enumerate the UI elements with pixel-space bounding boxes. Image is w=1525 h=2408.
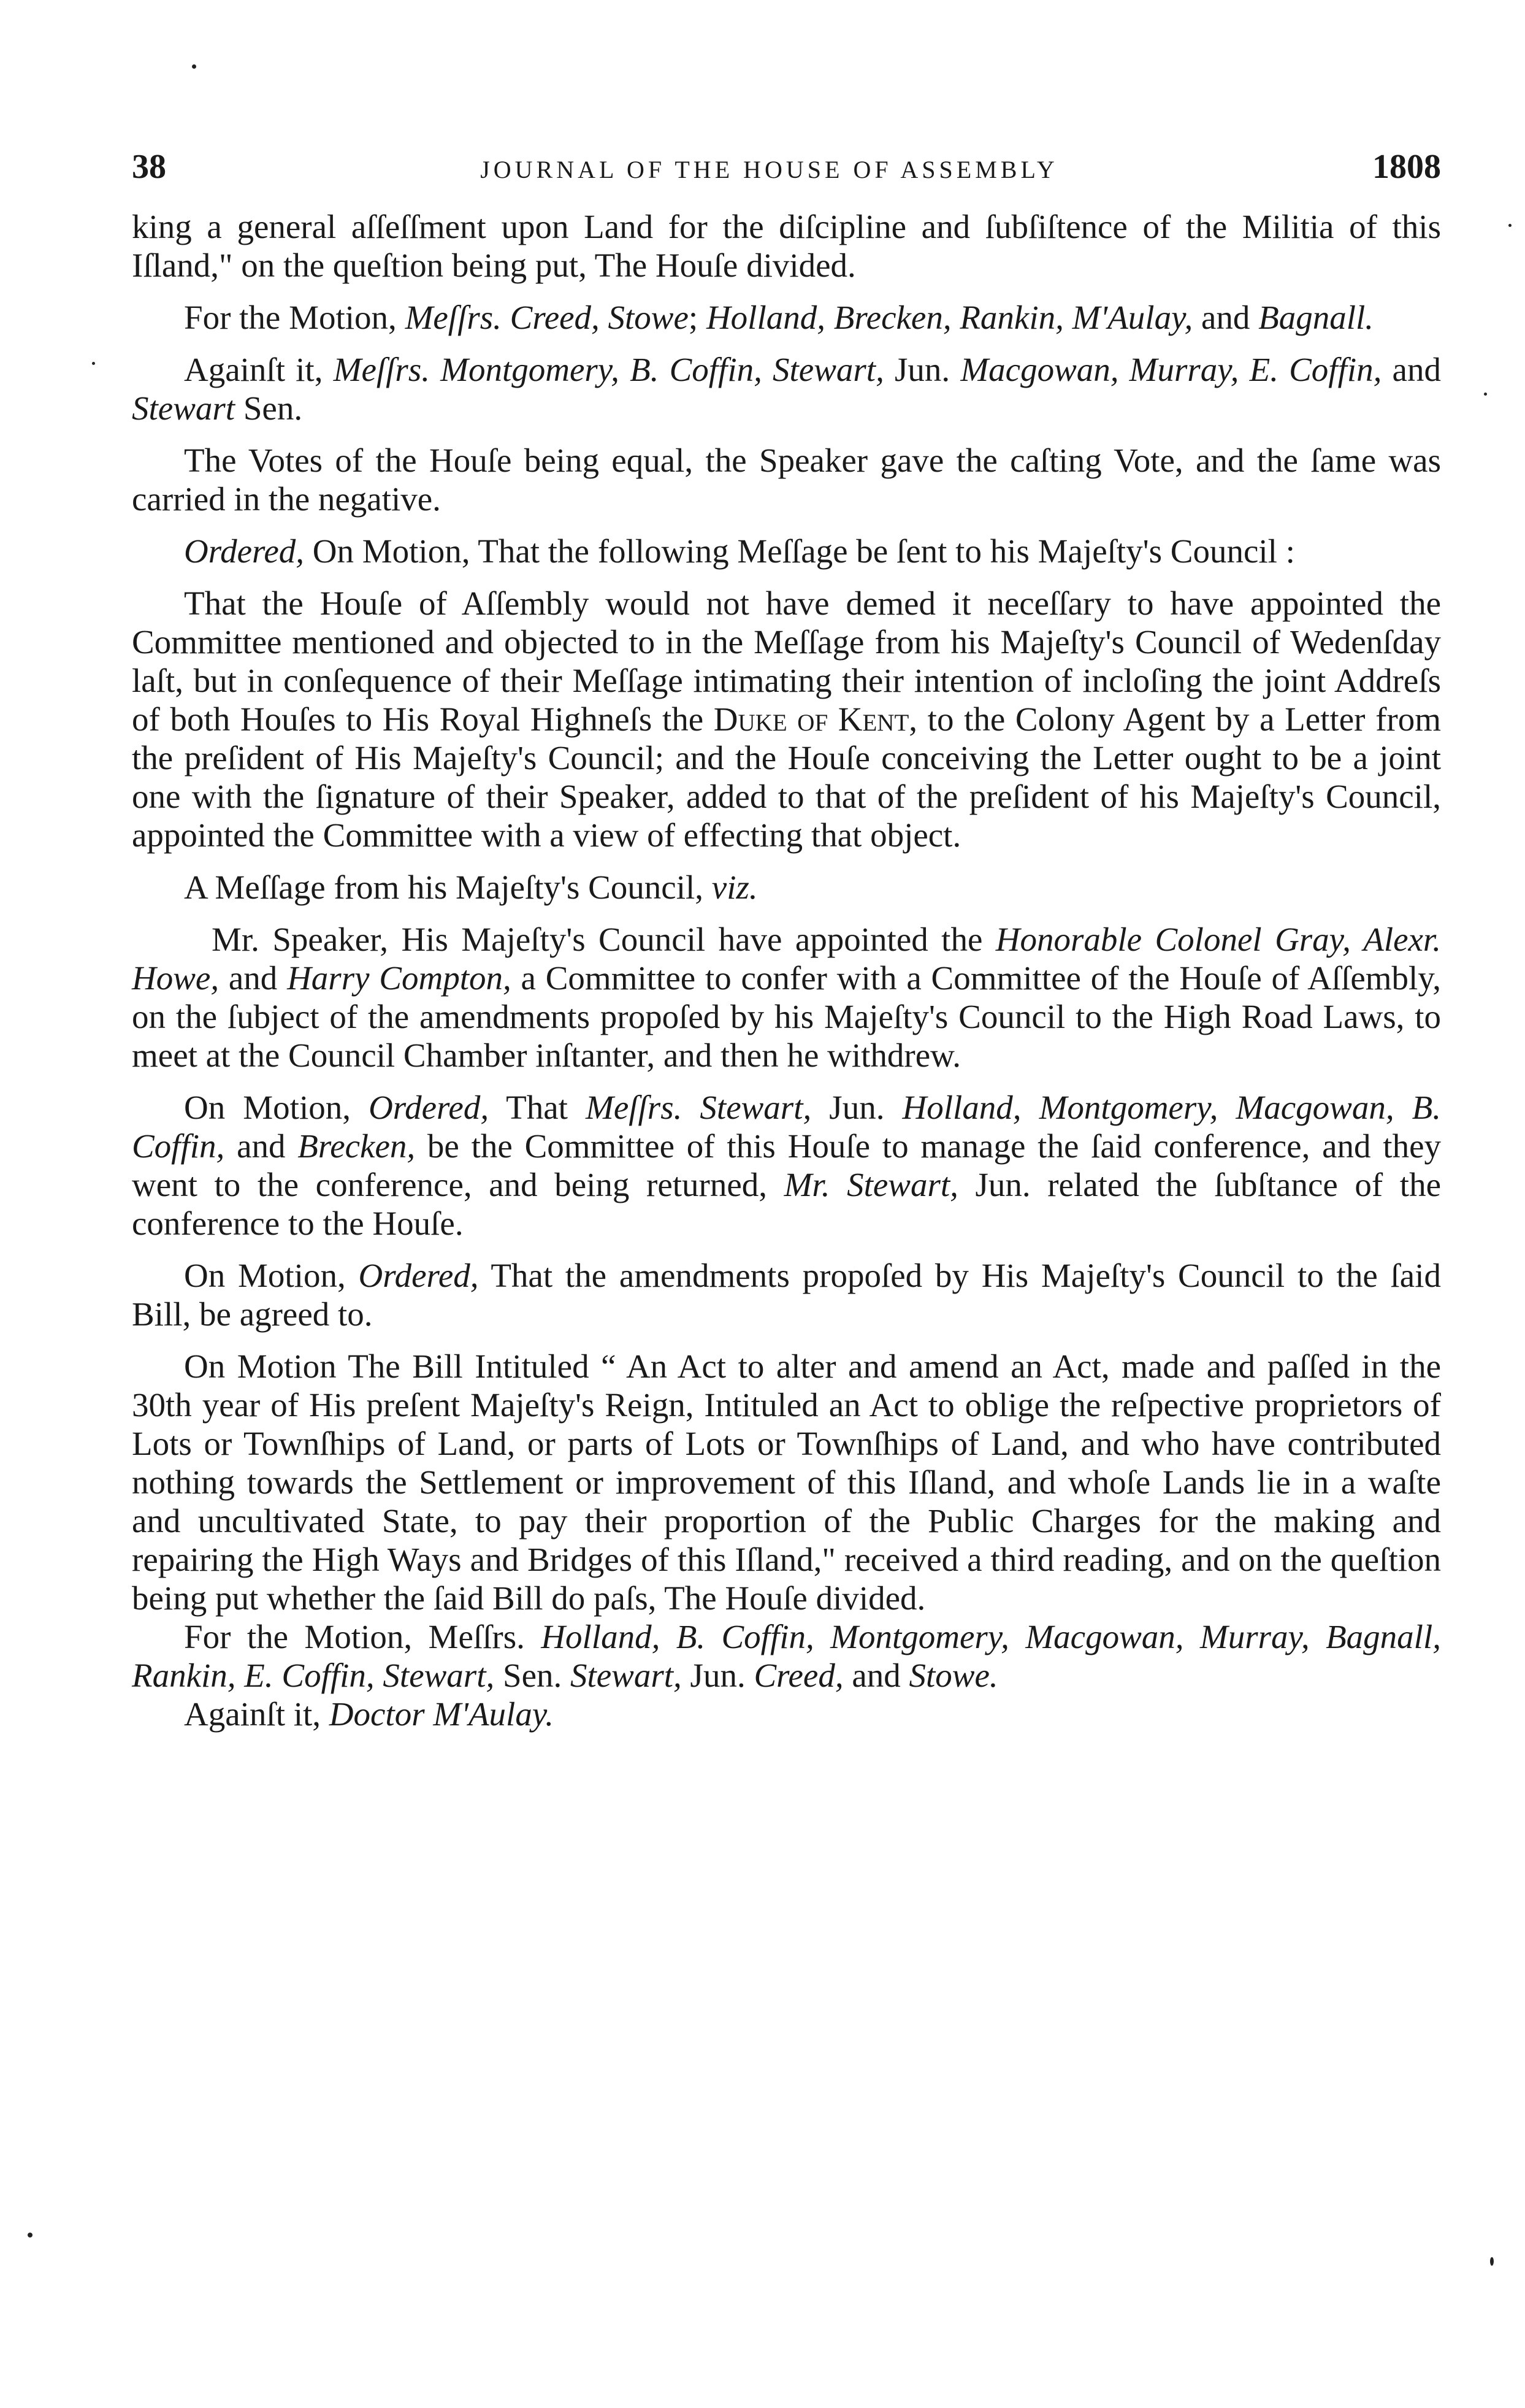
italic-run: Stewart — [132, 389, 235, 427]
paper-speck — [92, 362, 95, 365]
text-run: and — [843, 1657, 909, 1694]
text-run: and — [224, 1127, 298, 1165]
paper-speck — [1484, 393, 1487, 396]
running-title: JOURNAL OF THE HOUSE OF ASSEMBLY — [480, 156, 1058, 183]
paragraph-against-2 — [132, 1695, 1441, 1733]
text-run: On Motion, — [184, 1257, 359, 1294]
italic-run: Ordered, — [369, 1089, 489, 1126]
page-number: 38 — [132, 148, 166, 186]
italic-run: Stewart, — [570, 1657, 682, 1694]
text-run: Jun. — [811, 1089, 903, 1126]
text-run: On Motion, That the following Meſſage be ſent to his Majeſty's Council : — [304, 532, 1295, 570]
text-run: For the Motion, Meſſrs. — [184, 1618, 541, 1655]
paragraph-ordered-message — [132, 532, 1441, 570]
text-run: be the Committee of this Houſe to manage the ſaid conference, and they went to the conference, and being returned, — [132, 1127, 1441, 1203]
italic-run: viz. — [711, 868, 758, 906]
page-year: 1808 — [1372, 148, 1441, 186]
paper-speck — [28, 2233, 32, 2237]
paragraph-amendments-agreed — [132, 1256, 1441, 1333]
text-run: and — [219, 959, 288, 997]
text-run: and — [1193, 299, 1259, 336]
italic-run: Creed, — [754, 1657, 844, 1694]
text-run: On Motion, — [184, 1089, 369, 1126]
paragraph-council-message — [132, 868, 1441, 907]
italic-run: Stowe. — [909, 1657, 998, 1694]
italic-run: Doctor M'Aulay. — [329, 1695, 554, 1733]
text-run: Sen. — [235, 389, 303, 427]
paragraph-casting-vote: The Votes of the Houſe being equal, the Speaker gave the caſting Vote, and the ſame was carried in the negative. — [132, 442, 1441, 518]
text-run: That the amendments propoſed by His Majeſty's Council to the ſaid Bill, be agreed to. — [132, 1257, 1441, 1333]
paragraph-for-motion-2 — [132, 1617, 1441, 1695]
paragraph-bill-third-reading: On Motion The Bill Intituled “ An Act to alter and amend an Act, made and paſſed in the 30th year of His preſent Majeſty's Reign, Intituled an Act to oblige the reſpective proprietors of Lots or Townſhips of Land, or parts of Lots or Townſhips of Land, and who have contributed nothing towards the Settlement or improvement of this Iſland, and whoſe Lands lie in a waſte and uncultivated State, to pay their proportion of the Public Charges for the making and repairing the High Ways and Bridges of this Iſland," received a third reading, and on the queſtion being put whether the ſaid Bill do paſs, The Houſe divided. — [132, 1348, 1441, 1617]
italic-run: Honorable Colonel Gray, Alexr. Howe, — [132, 921, 1441, 997]
text-run: A Meſſage from his Majeſty's Council, — [184, 868, 712, 906]
italic-run: Holland, Montgomery, Macgowan, B. Coffin, — [132, 1089, 1441, 1165]
paragraph-vote-militia: king a general aſſeſſment upon Land for the diſcipline and ſubſiſtence of the Militia of this Iſland," on the queſtion being put, The Houſe divided. — [132, 208, 1441, 284]
italic-run: Macgowan, Murray, E. Coffin, — [960, 351, 1382, 388]
italic-run: Harry Compton, — [287, 959, 511, 997]
paragraph-against-1 — [132, 350, 1441, 428]
text-run: Jun. — [884, 351, 961, 388]
text-run: to the Colony Agent by a Letter from the preſident of His Majeſty's Council; and the Houſe conceiving the Letter ought to be a joint one with the ſignature of their Speaker, added to that of the preſident of his Majeſty's Council, appointed the Committee with a view of effecting that object. — [132, 700, 1441, 854]
italic-run: Brecken, — [297, 1127, 416, 1165]
italic-run: Meſſrs. Montgomery, B. Coffin, Stewart, — [333, 351, 884, 388]
italic-run: Holland, Brecken, Rankin, M'Aulay, — [706, 299, 1193, 336]
text-run: Jun. related the ſubſtance of the conference to the Houſe. — [132, 1166, 1441, 1242]
italic-run: Mr. Stewart, — [784, 1166, 958, 1203]
italic-run: Ordered, — [184, 532, 305, 570]
italic-run: Ordered, — [358, 1257, 479, 1294]
paper-speck — [192, 64, 196, 69]
paragraph-message-text — [132, 584, 1441, 854]
text-run: a Committee to confer with a Committee of the Houſe of Aſſembly, on the ſubject of the amendments propoſed by his Majeſty's Council to the High Road Laws, to meet at the Council Chamber inſtanter, and then he withdrew. — [132, 959, 1442, 1074]
italic-run: Holland, B. Coffin, Montgomery, Macgowan, Murray, Bagnall, Rankin, E. Coffin, Stewart, — [132, 1618, 1441, 1694]
text-run: Againſt it, — [184, 1695, 329, 1733]
text-run: Jun. — [681, 1657, 754, 1694]
italic-run: Bagnall. — [1258, 299, 1374, 336]
text-run: Mr. Speaker, His Majeſty's Council have appointed the — [212, 921, 996, 958]
text-run: Againſt it, — [184, 351, 334, 388]
text-run: ; — [688, 299, 706, 336]
paragraph-conference — [132, 1088, 1441, 1243]
paragraph-committee-appointed — [132, 920, 1441, 1075]
paragraph-for-motion-1 — [132, 298, 1441, 337]
text-run: For the Motion, — [184, 299, 405, 336]
small-caps-run: Duke of Kent, — [713, 700, 918, 738]
italic-run: Meſſrs. Stewart, — [586, 1089, 812, 1126]
text-run: That — [489, 1089, 586, 1126]
paper-speck — [1490, 2257, 1494, 2266]
running-header — [132, 147, 1441, 186]
text-run: That the Houſe of Aſſembly would not have demed it neceſſary to have appointed the Committee mentioned and objected to in the Meſſage from his Majeſty's Council of Wedenſday laſt, but in conſequence of their Meſſage intimating their intention of incloſing the joint Addreſs of both Houſes to His Royal Highneſs the — [132, 585, 1441, 738]
text-run: Sen. — [494, 1657, 570, 1694]
paper-speck — [1508, 224, 1512, 227]
italic-run: Meſſrs. Creed, Stowe — [405, 299, 689, 336]
journal-page — [132, 147, 1441, 1747]
text-run: and — [1382, 351, 1441, 388]
